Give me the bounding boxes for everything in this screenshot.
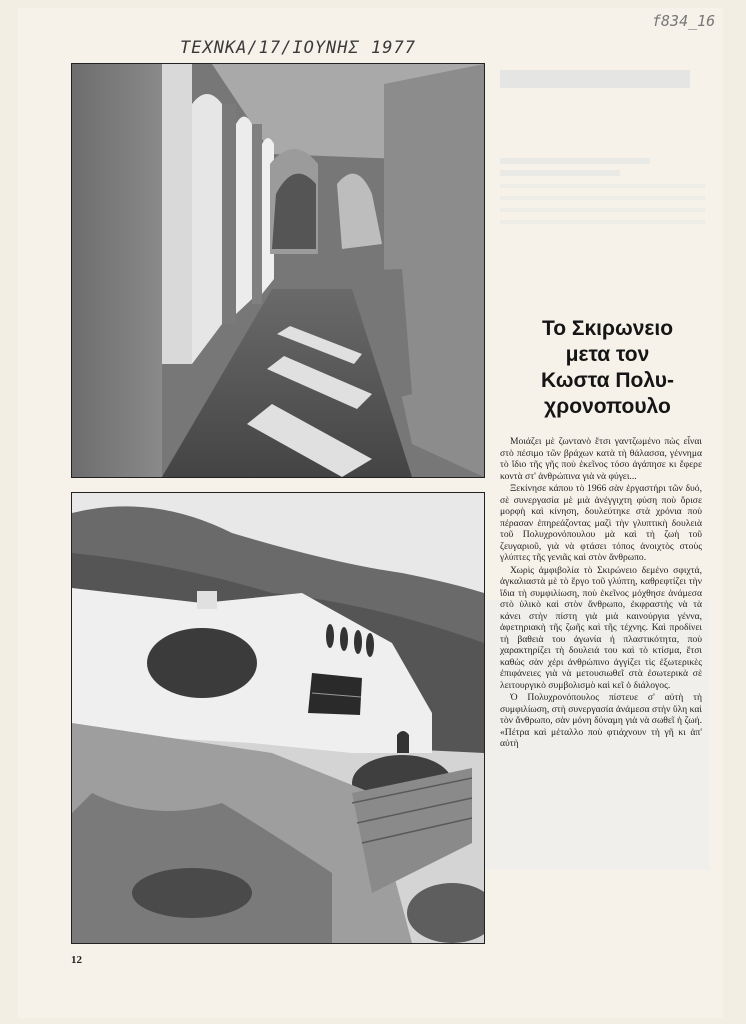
title-line: μετα τον [565, 343, 650, 366]
building-photo [71, 492, 485, 944]
title-line: χρονοπουλο [544, 395, 671, 418]
handwritten-reference: f834_16 [652, 12, 716, 30]
corridor-photo-drawing [72, 64, 484, 477]
article-title [505, 316, 710, 420]
body-paragraph: Χωρὶς ἀμφιβολία τὸ Σκιρώνειο δεμένο σφιχτά, ἀγκαλιαστὰ μὲ τὸ ἔργο τοῦ γλύπτη, καθρεφτίζει τὴν ἴδια τὴ συμφιλίωση, ποὺ ἐκεῖνος μόχθησε ἀνάμεσα στὸ ὑλικὸ καὶ στὸν ἄνθρωπο, ἐκφραστὴς νὰ τὰ κάνει στὴν πίστη γιὰ μιὰ καινούργια γέννα, ἀφετηριακὴ τῆς ζωῆς καὶ τῆς τέχνης. Καὶ προδίνει τὴ βαθειὰ του ἀγωνία ἡ πλαστικότητα, ποὺ χαρακτηρίζει τὴ δουλειά του καὶ τὸ κτίσμα, ἔτσι καθὼς σὰν χέρι ἀνθρώπινο ἀγγίζει τὶς ἐξωτερικὲς ἐπιφάνειες γιὰ νὰ μετουσιωθεῖ στὰ ἐσωτερικὰ σὲ λειτουργικὸ συμβολισμὸ καὶ κεῖ ὁ διάλογος. [500, 564, 702, 691]
title-line: Το Σκιρωνειο [541, 317, 674, 340]
handwritten-header: ΤΕΧΝΚΑ/17/ΙΟΥΝΗΣ 1977 [180, 38, 416, 58]
title-line: Κωστα Πολυ- [541, 369, 674, 392]
corridor-photo [71, 63, 485, 478]
page-number: 12 [71, 954, 82, 966]
body-paragraph: Ὁ Πολυχρονόπουλος πίστευε σ' αὐτὴ τὴ συμφιλίωση, στὴ συνεργασία ἀνάμεσα στὴν ὕλη καὶ τὸν ἄνθρωπο, σὰν μόνη δύναμη γιὰ νὰ σωθεῖ ἡ ζωή. «Πέτρα καὶ μέταλλο ποὺ φτιάχνουν τὴ γῆ κι ἀπ' αὐτὴ [500, 692, 702, 749]
show-through-bands [500, 70, 705, 290]
article-body [500, 436, 702, 751]
building-photo-drawing [72, 493, 484, 943]
body-paragraph: Μοιάζει μὲ ζωντανὸ ἔτσι γαντζωμένο πὼς εἶναι στὸ πέσιμο τῶν βράχων κατὰ τὴ θάλασσα, γέννημα τὸ ἴδιο τῆς γῆς ποὺ ἐκεῖνος τόσο ἀγάπησε κι ἔφερε κοντὰ στ' ἀνθρώπινα γιὰ νὰ φύγει... [500, 436, 702, 482]
body-paragraph: Ξεκίνησε κάπου τὸ 1966 σὰν ἐργαστήρι τῶν δυό, σὲ συνεργασία μὲ μιὰ ἀνέγγιχτη φύση ποὺ ὅρισε μορφὴ καὶ κίνηση, δουλεύτηκε στὰ χρόνια ποὺ πέρασαν ἐπηρεάζοντας μαζὶ τὴν γλυπτικὴ δουλειὰ τοῦ Πολυχρονόπουλου μὰ καὶ τὴ ζωὴ τοῦ ζευγαριοῦ, γιὰ νὰ φτάσει τόπος ἀνοιχτὸς στοὺς γλύπτες τῆς γενιᾶς καὶ στὸν ἄνθρωπο. [500, 483, 702, 563]
